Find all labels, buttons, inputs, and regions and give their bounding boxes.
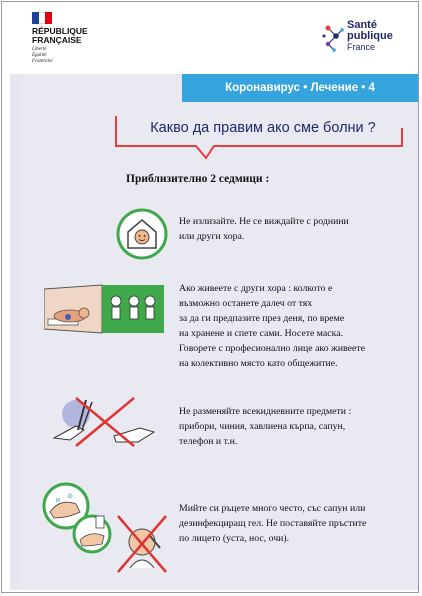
- section-stay-home-text: [179, 214, 411, 244]
- spf-line-3: France: [347, 42, 376, 52]
- republic-line-2: FRANÇAISE: [32, 35, 82, 45]
- section-no-sharing-text: [179, 404, 411, 449]
- section-isolation-text: [179, 281, 411, 371]
- no-sharing-icon: [50, 396, 160, 448]
- french-flag-icon: [32, 12, 52, 24]
- text-line: дезинфекциращ гел. Не поставяйте пръстите: [179, 518, 367, 529]
- republic-line-1: RÉPUBLIQUE: [32, 26, 88, 36]
- text-line: по лицето (уста, нос, очи).: [179, 533, 290, 544]
- text-line: Не разменяйте всекидневните предмети :: [179, 406, 352, 417]
- section-hand-washing-text: [179, 501, 411, 546]
- page-title: Какво да правим ако сме болни ?: [150, 120, 376, 136]
- text-line: възможно останете далеч от тях: [179, 298, 313, 309]
- topic-band: [182, 74, 418, 102]
- spf-line-2: publique: [347, 30, 393, 42]
- motto-fraternite: Fraternité: [32, 59, 53, 64]
- text-line: прибори, чиния, хавлиена кърпа, сапун,: [179, 421, 346, 432]
- text-line: телефон и т.н.: [179, 436, 238, 447]
- spf-line-1: Santé: [347, 19, 377, 31]
- stay-home-icon: [116, 208, 168, 260]
- text-line: на хранене и спете сами. Носете маска.: [179, 328, 344, 339]
- republique-francaise-logo: [32, 12, 88, 65]
- text-line: Ако живеете с други хора : колкото е: [179, 283, 333, 294]
- spf-dots-icon: [322, 18, 344, 56]
- text-line: или други хора.: [179, 231, 245, 242]
- text-line: Не излизайте. Не се виждайте с роднини: [179, 216, 349, 227]
- topic-band-label: Коронавирус • Лечение • 4: [225, 82, 375, 94]
- hand-washing-icon: [34, 482, 172, 574]
- text-line: Мийте си ръцете много често, със сапун или: [179, 503, 366, 514]
- text-line: на колективно място като общежитие.: [179, 358, 338, 369]
- motto-egalite: Égalité: [32, 53, 47, 58]
- motto-liberte: Liberté: [32, 47, 47, 52]
- subtitle: Приблизително 2 седмици :: [126, 173, 270, 185]
- sante-publique-france-logo: [322, 18, 393, 56]
- text-line: за да ги предпазите през деня, по време: [179, 313, 345, 324]
- isolation-icon: [44, 283, 166, 335]
- text-line: Говорете с професионално лице ако живеете: [179, 343, 365, 354]
- left-margin-bar: [10, 74, 18, 590]
